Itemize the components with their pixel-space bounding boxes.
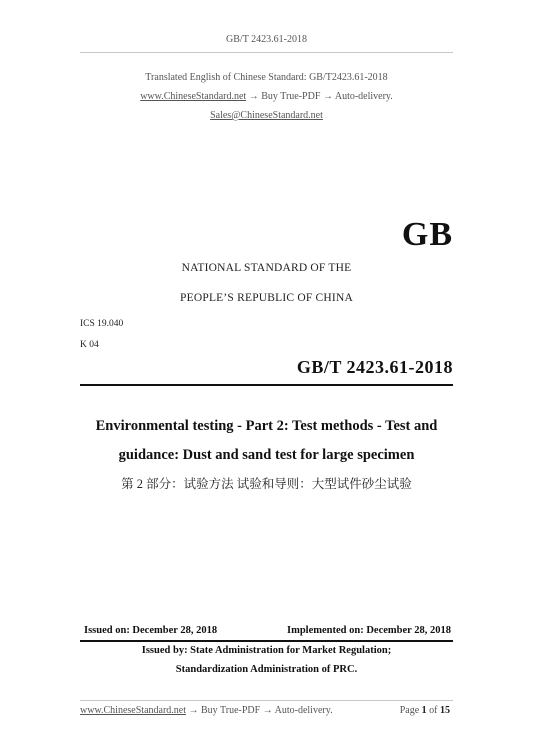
issuer-line-1: Issued by: State Administration for Market Regulation; <box>141 645 392 656</box>
header-site-suffix: → Buy True-PDF → Auto-delivery. <box>248 91 393 102</box>
running-title: GB/T 2423.61-2018 <box>226 34 307 45</box>
ics-code: ICS 19.040 <box>80 319 124 329</box>
dates-rule <box>80 640 453 642</box>
footer-site-line <box>80 705 333 716</box>
title-en-line-2: guidance: Dust and sand test for large specimen <box>118 447 415 463</box>
issued-date: Issued on: December 28, 2018 <box>84 625 218 636</box>
standard-number-rule <box>80 384 453 386</box>
title-en-line-1: Environmental testing - Part 2: Test methods - Test and <box>95 418 438 434</box>
header-site-line <box>0 91 533 102</box>
issuer-line-2: Standardization Administration of PRC. <box>175 664 358 675</box>
sales-email-link[interactable]: Sales@ChineseStandard.net <box>210 110 323 121</box>
authority-line-2: PEOPLE’S REPUBLIC OF CHINA <box>180 292 353 304</box>
page-label: Page <box>399 705 420 716</box>
header-divider <box>80 52 453 53</box>
header-site-link[interactable]: www.ChineseStandard.net <box>140 91 247 102</box>
implemented-date: Implemented on: December 28, 2018 <box>287 625 451 636</box>
page-number: 1 <box>421 705 427 716</box>
standard-number: GB/T 2423.61-2018 <box>296 357 453 377</box>
sales-email-line <box>0 110 533 121</box>
gb-logo: GB <box>401 216 453 253</box>
translation-note: Translated English of Chinese Standard: GB/T2423.61-2018 <box>145 72 388 83</box>
title-cn: 第 2 部分：试验方法 试验和导则：大型试件砂尘试验 <box>121 477 412 491</box>
page-total: 15 <box>440 705 450 716</box>
page-indicator <box>400 705 450 716</box>
footer-site-link[interactable]: www.ChineseStandard.net <box>80 705 186 716</box>
authority-line-1: NATIONAL STANDARD OF THE <box>181 262 352 274</box>
footer-site-suffix: → Buy True-PDF → Auto-delivery. <box>188 705 333 716</box>
footer-divider <box>80 700 453 701</box>
ccs-code: K 04 <box>80 340 99 350</box>
page-of: of <box>429 705 438 716</box>
